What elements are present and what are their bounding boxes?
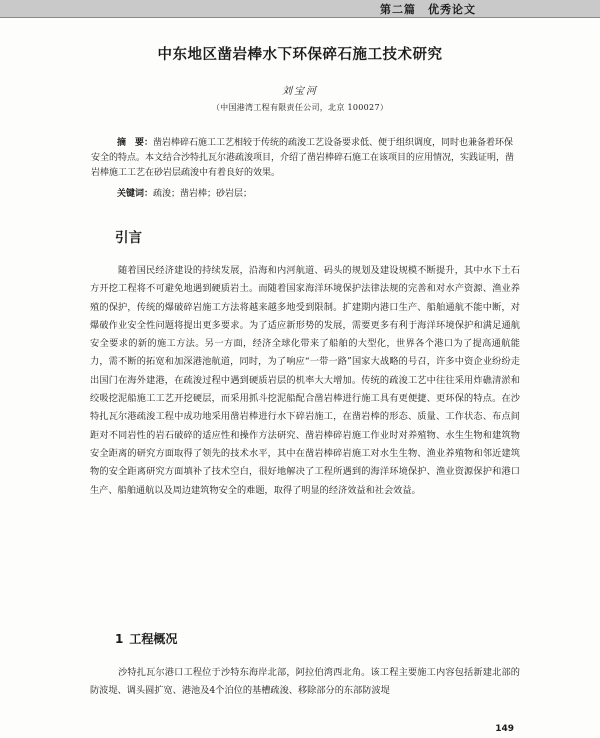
running-header bbox=[0, 0, 600, 18]
section-heading bbox=[115, 630, 177, 647]
intro-heading: 引言 bbox=[115, 230, 142, 246]
section-number: 1 bbox=[115, 632, 124, 646]
page-number: 149 bbox=[495, 724, 514, 734]
author-affiliation: （中国港湾工程有限责任公司，北京 100027） bbox=[211, 103, 389, 112]
section-body bbox=[90, 664, 520, 701]
abstract-text: 凿岩棒碎石施工工艺相较于传统的疏浚工艺设备要求低、便于组织调度，同时也兼备着环保安全的特点。本文结合沙特扎瓦尔港疏浚项目，介绍了凿岩棒碎石施工在该项目的应用情况，实践证明，凿岩棒施工工艺在砂岩层疏浚中有着良好的效果。 bbox=[91, 138, 515, 178]
keywords bbox=[117, 186, 252, 199]
abstract-label: 摘 要： bbox=[117, 138, 154, 148]
author-name: 刘宝河 bbox=[282, 86, 318, 97]
keywords-label: 关键词： bbox=[117, 189, 154, 199]
keywords-text: 疏浚；凿岩棒；砂岩层； bbox=[153, 189, 253, 199]
abstract bbox=[91, 136, 519, 181]
section-paragraph: 沙特扎瓦尔港口工程位于沙特东海岸北部，阿拉伯湾西北角。该工程主要施工内容包括新建北部的防波堤、调头圆扩宽、港池及4个泊位的基槽疏浚、移除部分的东部防波堤 bbox=[90, 667, 520, 697]
intro-body bbox=[90, 262, 520, 500]
section-title: 工程概况 bbox=[129, 632, 178, 646]
paper-title: 中东地区凿岩棒水下环保碎石施工技术研究 bbox=[157, 47, 443, 63]
running-header-text: 第二篇 优秀论文 bbox=[380, 3, 476, 16]
intro-paragraph: 随着国民经济建设的持续发展，沿海和内河航道、码头的规划及建设规模不断提升，其中水下土石方开挖工程将不可避免地遇到硬质岩土。而随着国家海洋环境保护法律法规的完善和对水产资源、渔业养殖的保护，传统的爆破碎岩施工方法将越来越多地受到限制。扩建期内港口生产、船舶通航不能中断，对爆破作业安全性问题将提出更多要求。为了适应新形势的发展，需要更多有利于海洋环境保护和满足通航安全要求的新的施工方法。另一方面，经济全球化带来了船舶的大型化，世界各个港口为了提高通航能力，需不断的拓宽和加深港池航道，同时，为了响应“一带一路”国家大战略的号召，许多中资企业纷纷走出国门在海外建港，在疏浚过程中遇到硬质岩层的机率大大增加。传统的疏浚工艺中往往采用炸礁清淤和绞吸挖泥船施工工艺开挖硬层，而采用抓斗挖泥船配合凿岩棒进行施工具有更便捷、更环保的特点。在沙特扎瓦尔港疏浚工程中成功地采用凿岩棒进行水下碎岩施工，在凿岩棒的形态、质量、工作状态、布点间距对不同岩性的岩石破碎的适应性和操作方法研究、凿岩棒碎岩施工作业时对养殖物、水生生物和建筑物安全距离的研究方面取得了领先的技术水平，其中在凿岩棒碎岩施工对水生生物、渔业养殖物和邻近建筑物的安全距离研究方面填补了技术空白，很好地解决了工程所遇到的海洋环境保护、渔业资源保护和港口生产、船舶通航以及周边建筑物安全的难题，取得了明显的经济效益和社会效益。 bbox=[90, 265, 520, 496]
